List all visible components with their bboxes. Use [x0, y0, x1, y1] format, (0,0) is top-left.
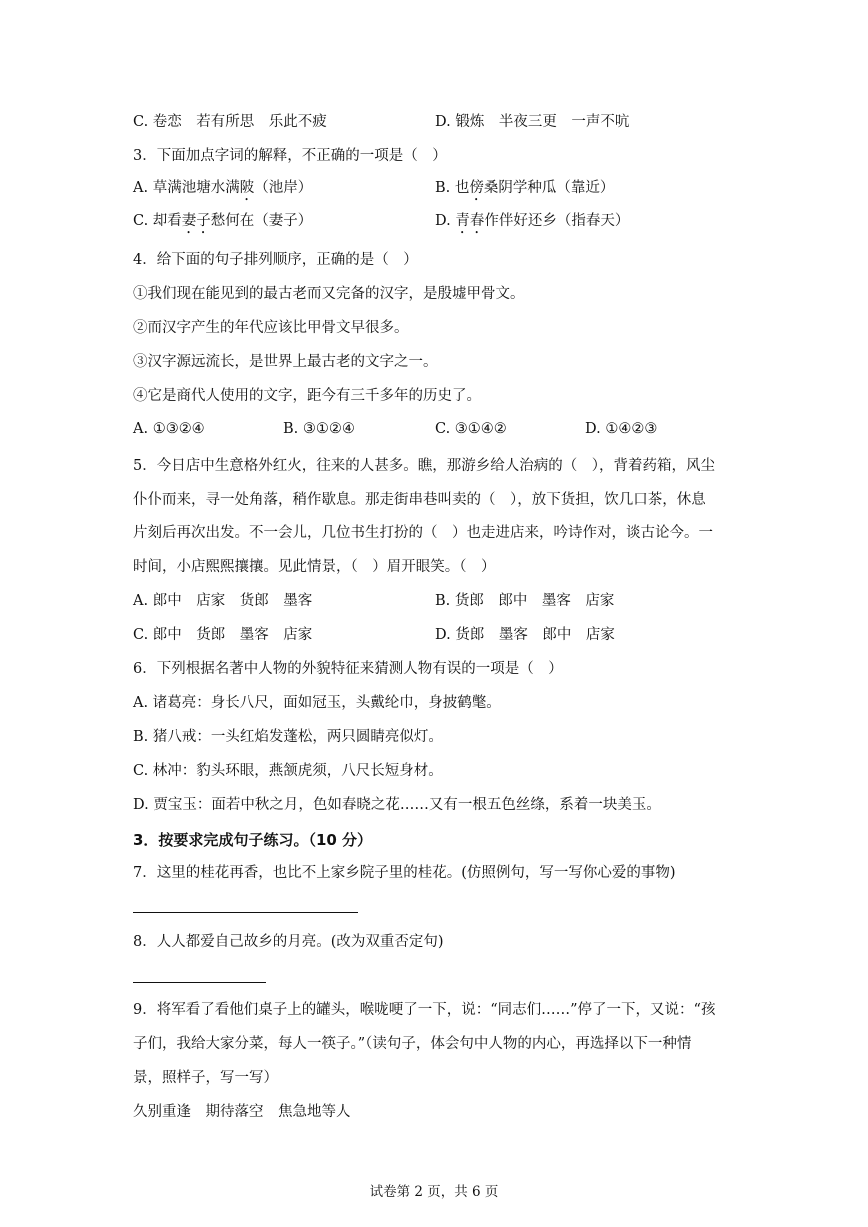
q6-option-a: A. 诸葛亮：身长八尺，面如冠玉，头戴纶巾，身披鹤氅。: [133, 695, 501, 711]
q9-line-3: 景，照样子，写一写）: [133, 1070, 278, 1086]
q9-line-2: 子们，我给大家分菜，每人一筷子。”（读句子，体会句中人物的内心，再选择以下一种情: [133, 1036, 692, 1052]
q5-line-1: 5．今日店中生意格外红火，往来的人甚多。瞧，那游乡给人治病的（ ），背着药箱，风尘: [133, 458, 715, 474]
q5-option-c: C. 郎中 货郎 墨客 店家: [133, 627, 313, 643]
q8-prompt: 8．人人都爱自己故乡的月亮。(改为双重否定句): [133, 934, 444, 950]
q5-line-4: 时间，小店熙熙攘攘。见此情景，（ ）眉开眼笑。（ ）: [133, 559, 496, 575]
q4-sentence-1: ①我们现在能见到的最古老而又完备的汉字，是殷墟甲骨文。: [133, 286, 525, 302]
q3-a-post: （池岸）: [254, 180, 313, 196]
q6-option-b: B. 猪八戒：一头红焰发蓬松，两只圆睛亮似灯。: [133, 729, 443, 745]
q3-d-pre: D.: [435, 213, 456, 229]
q3-option-d: [435, 211, 629, 237]
q2-option-c: C. 卷恋 若有所思 乐此不疲: [133, 114, 327, 130]
q7-answer-line[interactable]: [133, 912, 358, 913]
q4-stem: 4．给下面的句子排列顺序，正确的是（ ）: [133, 252, 418, 268]
q3-c-post: 愁何在（妻子）: [210, 213, 313, 229]
q5-option-d: D. 货郎 墨客 郎中 店家: [435, 627, 615, 643]
q3-stem: 3．下面加点字词的解释，不正确的一项是（ ）: [133, 148, 447, 164]
q3-b-dotted: 傍: [469, 180, 484, 196]
q4-option-a: A. ①③②④: [133, 421, 205, 437]
q9-line-1: 9．将军看了看他们桌子上的罐头，喉咙哽了一下，说：“同志们……”停了一下，又说：“孩: [133, 1002, 716, 1018]
q4-option-d: D. ①④②③: [585, 421, 658, 437]
q3-c-dotted: 妻子: [181, 213, 211, 229]
q7-prompt: 7．这里的桂花再香，也比不上家乡院子里的桂花。(仿照例句，写一写你心爱的事物): [133, 865, 676, 881]
q3-a-dotted: 陂: [239, 180, 255, 196]
q3-d-dotted: 青春: [455, 213, 485, 229]
q3-c-pre: C. 却看: [133, 213, 182, 229]
q3-b-pre: B. 也: [435, 180, 470, 196]
q5-line-3: 片刻后再次出发。不一会儿，几位书生打扮的（ ）也走进店来，吟诗作对，谈古论今。一: [133, 525, 713, 541]
q5-line-2: 仆仆而来，寻一处角落，稍作歇息。那走街串巷叫卖的（ ），放下货担，饮几口茶，休息: [133, 492, 706, 508]
q4-sentence-3: ③汉字源远流长，是世界上最古老的文字之一。: [133, 354, 438, 370]
q4-option-b: B. ③①②④: [283, 421, 355, 437]
q3-option-a: [133, 178, 312, 204]
q5-option-a: A. 郎中 店家 货郎 墨客: [133, 593, 313, 609]
q5-option-b: B. 货郎 郎中 墨客 店家: [435, 593, 615, 609]
q2-option-d: D. 锻炼 半夜三更 一声不吭: [435, 114, 630, 130]
q9-scenarios: 久别重逢 期待落空 焦急地等人: [133, 1104, 351, 1120]
q6-stem: 6．下列根据名著中人物的外貌特征来猜测人物有误的一项是（ ）: [133, 661, 563, 677]
section-3-heading: 3．按要求完成句子练习。（10 分）: [133, 831, 373, 849]
q4-sentence-2: ②而汉字产生的年代应该比甲骨文早很多。: [133, 320, 409, 336]
q3-option-b: [435, 178, 614, 204]
q3-d-post: 作伴好还乡（指春天）: [484, 213, 630, 229]
q4-option-c: C. ③①④②: [435, 421, 507, 437]
q4-sentence-4: ④它是商代人使用的文字，距今有三千多年的历史了。: [133, 388, 481, 404]
q3-a-pre: A. 草满池塘水满: [133, 180, 240, 196]
page-footer: 试卷第 2 页，共 6 页: [369, 1184, 499, 1200]
q8-answer-line[interactable]: [133, 982, 266, 983]
q6-option-d: D. 贾宝玉：面若中秋之月，色如春晓之花……又有一根五色丝绦，系着一块美玉。: [133, 797, 661, 813]
q3-b-post: 桑阴学种瓜（靠近）: [483, 180, 615, 196]
q3-option-c: [133, 211, 312, 237]
q6-option-c: C. 林冲：豹头环眼，燕颔虎须，八尺长短身材。: [133, 763, 443, 779]
